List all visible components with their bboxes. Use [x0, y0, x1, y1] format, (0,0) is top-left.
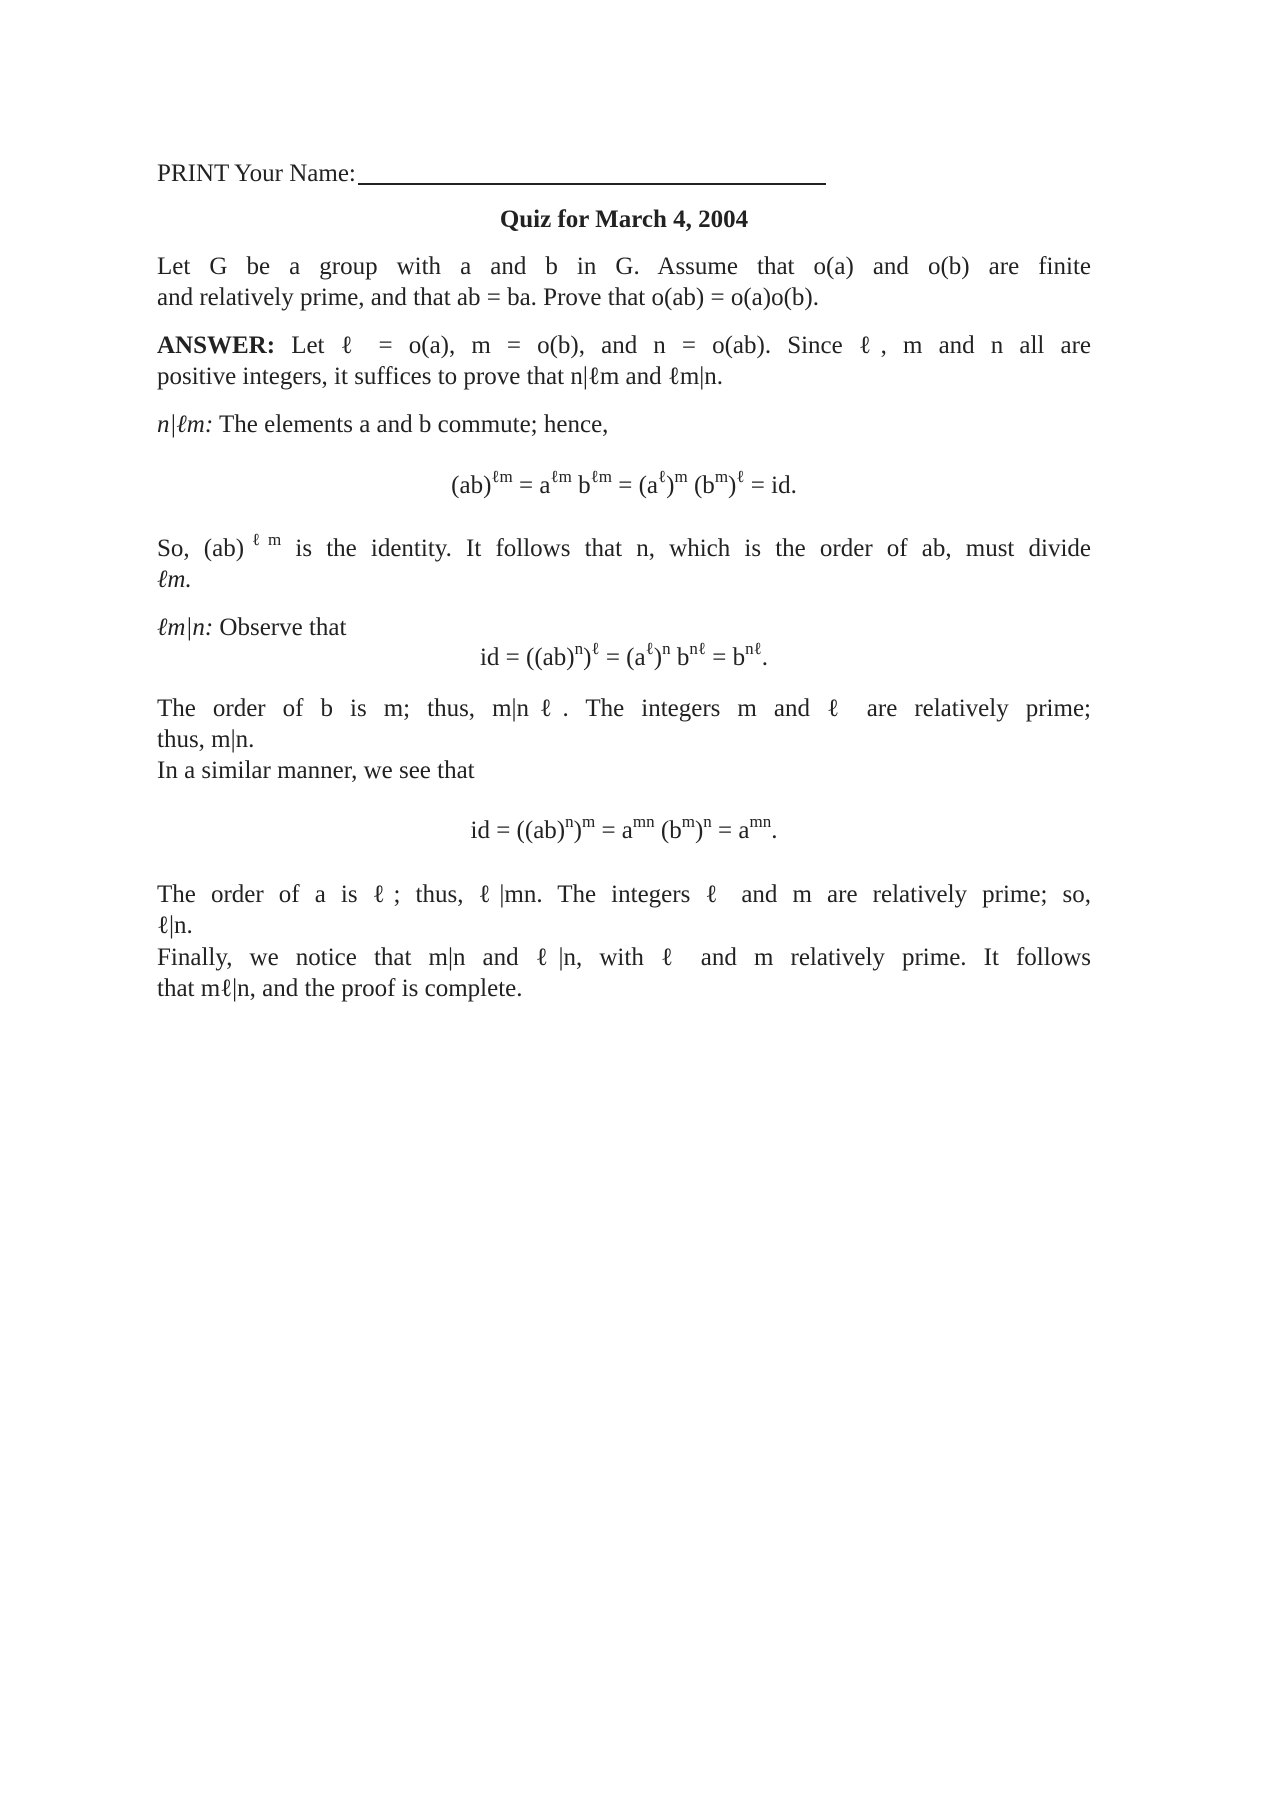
name-blank-line — [358, 159, 826, 185]
final-line-2: that mℓ|n, and the proof is complete. — [157, 975, 523, 1002]
part1-heading — [157, 409, 608, 440]
part2-text2: In a similar manner, we see that — [157, 757, 475, 784]
part1-intro: The elements a and b commute; hence, — [218, 411, 609, 438]
part1-after-line-1: So, (ab)$^{\ell m}$ is the identity. It follows that n, which is the order of ab, must divide — [157, 530, 1092, 562]
part2-intro: Observe that — [219, 614, 347, 641]
part1-equation: $(ab)^{\ell m} = a^{\ell m}$ $b^{\ell m} = (a^\ell)^m$ $(b^m)^\ell$ = id. — [451, 467, 797, 499]
part1-label: n|ℓm: — [157, 411, 214, 438]
problem-line-1: Let G be a group with a and b in G. Assume that o(a) and o(b) are finite — [157, 253, 1091, 280]
answer-line-2: positive integers, it suffices to prove that n|ℓm and ℓm|n. — [157, 363, 724, 390]
part2-equation-2: id = $((ab)^n)^m = a^{mn}$ $(b^m)^n = a^{mn}$. — [470, 812, 778, 844]
name-field-row — [157, 158, 826, 189]
part2-equation-1: id = $((ab)^n)^\ell = (a^\ell)^n$ $b^{n\ell} = b^{n\ell}$. — [479, 639, 769, 671]
name-label: PRINT Your Name: — [157, 160, 356, 187]
part2-text3-line-2: ℓ|n. — [157, 912, 193, 939]
part2-text3-line-1: The order of a is ℓ; thus, ℓ|mn. The integers ℓ and m are relatively prime; so, — [157, 881, 1091, 908]
part1-after-line-2: ℓm. — [157, 566, 192, 593]
part2-label: ℓm|n: — [157, 614, 214, 641]
part2-text1-line-1: The order of b is m; thus, m|nℓ. The integers m and ℓ are relatively prime; — [157, 695, 1091, 722]
answer-line-1 — [157, 330, 1091, 361]
quiz-title: Quiz for March 4, 2004 — [499, 206, 749, 233]
final-line-1: Finally, we notice that m|n and ℓ|n, with ℓ and m relatively prime. It follows — [157, 944, 1091, 971]
answer-label: ANSWER: — [157, 332, 276, 359]
answer-line-1-text: Let ℓ = o(a), m = o(b), and n = o(ab). Since ℓ, m and n all are — [291, 332, 1091, 359]
problem-line-2: and relatively prime, and that ab = ba. Prove that o(ab) = o(a)o(b). — [157, 284, 819, 311]
part2-heading — [157, 612, 346, 643]
part2-text1-line-2: thus, m|n. — [157, 726, 255, 753]
